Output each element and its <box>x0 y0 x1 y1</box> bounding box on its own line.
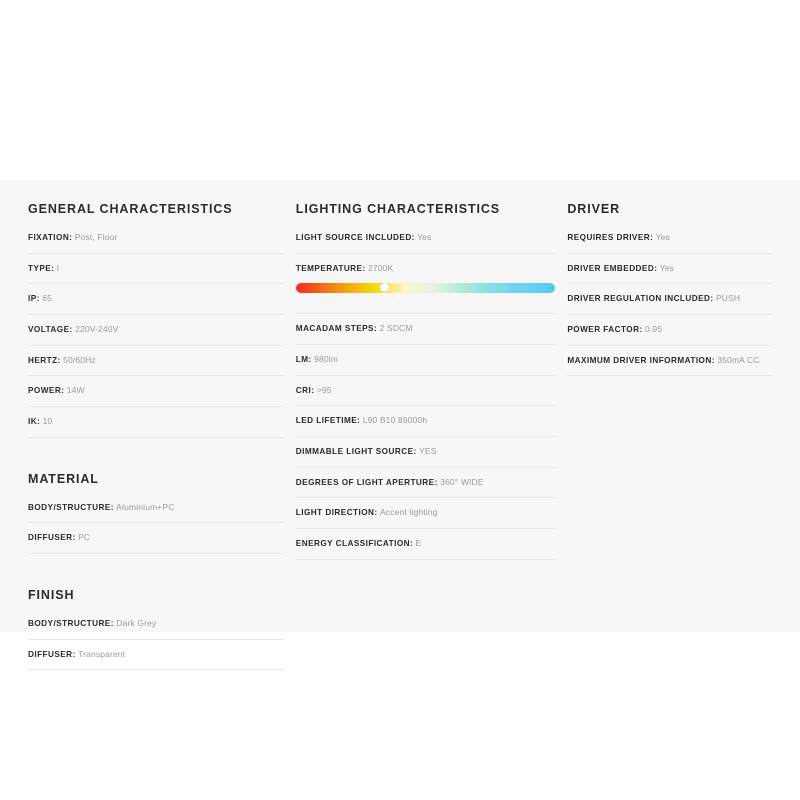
spec-row-macadam-steps <box>296 323 556 345</box>
spec-row-cri <box>296 385 556 407</box>
spec-row-degrees-of-light-aperture <box>296 477 556 499</box>
spec-label-requires-driver: REQUIRES DRIVER: <box>567 233 654 242</box>
spec-value-dimmable-light-source: YES <box>419 445 437 456</box>
spec-value-degrees-of-light-aperture: 360° WIDE <box>440 476 484 487</box>
spec-value-light-direction: Accent lighting <box>379 507 438 518</box>
spec-row-material-body <box>28 502 284 524</box>
color-temperature-slider[interactable] <box>296 283 556 293</box>
spec-value-type: I <box>56 262 60 273</box>
spec-value-maximum-driver-information: 350mA CC <box>717 354 760 365</box>
spec-value-material-diffuser: PC <box>78 532 91 543</box>
spec-label-finish-body: BODY/STRUCTURE: <box>28 618 114 628</box>
section-title-general: GENERAL CHARACTERISTICS <box>28 202 233 216</box>
spec-row-energy-classification <box>296 538 556 560</box>
spec-row-driver-embedded <box>567 263 772 285</box>
spec-label-driver-regulation-included: DRIVER REGULATION INCLUDED: <box>567 294 714 304</box>
spec-label-light-source-included: LIGHT SOURCE INCLUDED: <box>295 233 415 242</box>
section-title-material: MATERIAL <box>28 471 99 486</box>
spec-label-energy-classification: ENERGY CLASSIFICATION: <box>295 538 414 548</box>
section-title-finish: FINISH <box>28 587 75 602</box>
spec-value-fixation: Post, Floor <box>74 232 118 242</box>
specifications-panel <box>0 180 800 659</box>
spec-row-dimmable-light-source <box>296 446 556 468</box>
spec-label-fixation: FIXATION: <box>28 233 73 242</box>
spec-row-led-lifetime <box>296 415 556 437</box>
spec-label-material-diffuser: DIFFUSER: <box>28 533 76 543</box>
spec-label-finish-diffuser: DIFFUSER: <box>28 649 76 659</box>
section-title-driver: DRIVER <box>567 202 621 216</box>
spec-value-material-body: Aluminium+PC <box>116 501 175 512</box>
spec-row-finish-diffuser <box>28 649 284 671</box>
spec-value-temperature: 2700K <box>368 262 394 273</box>
spec-row-ip <box>28 293 284 315</box>
spec-value-power-factor: 0.95 <box>645 323 663 334</box>
spec-row-ik <box>28 416 284 438</box>
column-lighting <box>296 202 568 569</box>
spec-label-degrees-of-light-aperture: DEGREES OF LIGHT APERTURE: <box>295 477 438 487</box>
color-temperature-slider-knob[interactable] <box>380 283 389 292</box>
spec-value-voltage: 220V-240V <box>75 323 119 334</box>
spec-value-energy-classification: E <box>415 537 422 548</box>
spec-label-led-lifetime: LED LIFETIME: <box>295 416 361 426</box>
spec-row-material-diffuser <box>28 532 284 554</box>
spec-label-maximum-driver-information: MAXIMUM DRIVER INFORMATION: <box>567 355 715 365</box>
spec-label-dimmable-light-source: DIMMABLE LIGHT SOURCE: <box>295 446 417 456</box>
spec-value-ik: 10 <box>42 415 53 426</box>
spec-value-lm: 980lm <box>314 353 338 364</box>
temperature-head <box>296 263 556 275</box>
spec-row-light-source-included <box>296 232 556 254</box>
spec-row-lm <box>296 354 556 376</box>
spec-value-finish-diffuser: Transparent <box>78 648 126 659</box>
spec-label-hertz: HERTZ: <box>28 355 61 365</box>
spec-label-voltage: VOLTAGE: <box>28 324 73 334</box>
spec-value-finish-body: Dark Grey <box>116 617 157 628</box>
column-driver <box>567 202 772 385</box>
spec-row-hertz <box>28 355 284 377</box>
spec-label-lm: LM: <box>295 354 312 364</box>
spec-value-power: 14W <box>66 385 85 396</box>
section-title-lighting: LIGHTING CHARACTERISTICS <box>295 202 501 216</box>
spec-label-driver-embedded: DRIVER EMBEDDED: <box>567 263 658 273</box>
spec-value-ip: 65 <box>42 293 52 304</box>
spec-row-requires-driver <box>567 232 772 254</box>
spec-row-light-direction <box>296 507 556 529</box>
spec-row-temperature <box>296 263 556 315</box>
spec-row-voltage <box>28 324 284 346</box>
spec-value-light-source-included: Yes <box>417 232 432 242</box>
spec-value-driver-regulation-included: PUSH <box>715 293 741 304</box>
spec-value-hertz: 50/60Hz <box>63 354 96 365</box>
spec-label-temperature: TEMPERATURE: <box>295 263 366 273</box>
spec-value-requires-driver: Yes <box>655 232 670 242</box>
spec-label-type: TYPE: <box>28 263 55 273</box>
spec-row-fixation <box>28 232 284 254</box>
spec-value-macadam-steps: 2 SDCM <box>379 323 413 334</box>
spec-row-driver-regulation-included <box>567 293 772 315</box>
spec-label-ik: IK: <box>28 416 41 426</box>
spec-row-power-factor <box>567 324 772 346</box>
spec-value-led-lifetime: L90 B10 89000h <box>362 415 428 426</box>
spec-row-type <box>28 263 284 285</box>
spec-label-light-direction: LIGHT DIRECTION: <box>295 508 378 518</box>
spec-label-power-factor: POWER FACTOR: <box>567 324 643 334</box>
spec-row-finish-body <box>28 618 284 640</box>
spec-label-power: POWER: <box>28 386 65 396</box>
spec-value-cri: >95 <box>316 384 332 395</box>
spec-row-power <box>28 385 284 407</box>
column-general <box>28 202 296 679</box>
spec-label-macadam-steps: MACADAM STEPS: <box>295 324 378 334</box>
spec-label-material-body: BODY/STRUCTURE: <box>28 502 114 512</box>
spec-value-driver-embedded: Yes <box>659 262 675 273</box>
spec-row-maximum-driver-information <box>567 355 772 377</box>
spec-label-ip: IP: <box>28 294 40 304</box>
spec-label-cri: CRI: <box>295 385 315 395</box>
specifications-columns <box>28 202 772 679</box>
